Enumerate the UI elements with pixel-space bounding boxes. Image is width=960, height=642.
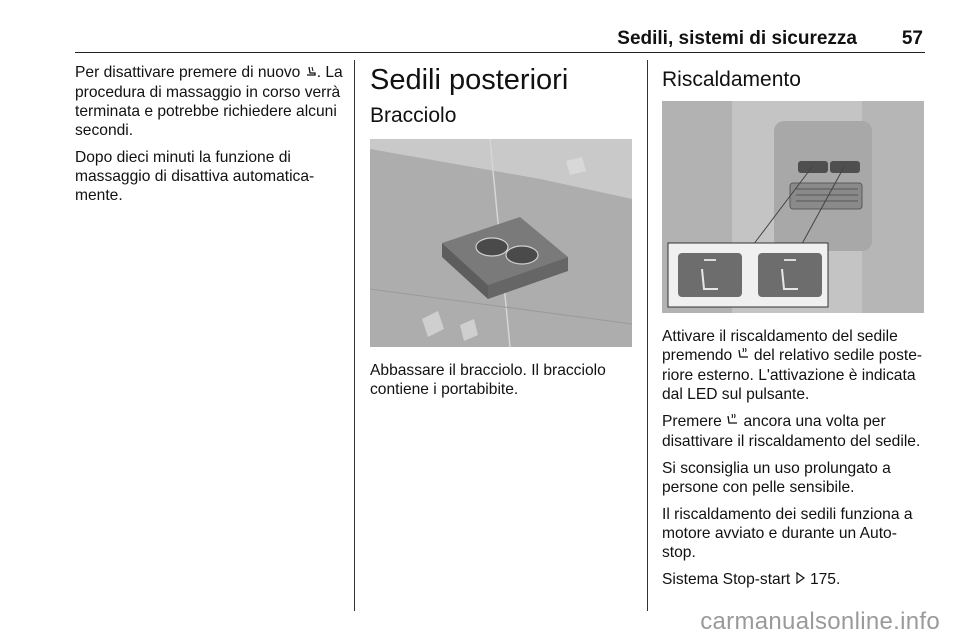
column-3 bbox=[662, 63, 926, 598]
engine-running-paragraph: Il riscaldamento dei sedili funziona a motore avviato e durante un Auto-stop. bbox=[662, 506, 913, 561]
column-divider-2 bbox=[647, 60, 648, 611]
page-header bbox=[75, 28, 925, 53]
seat-heating-icon bbox=[737, 347, 750, 366]
stop-start-reference: Sistema Stop-start 175. bbox=[662, 571, 841, 588]
armrest-heading: Bracciolo bbox=[370, 104, 457, 127]
heating-on-paragraph: Attivare il riscaldamento del sedile premendo del relativo sedile poste‐riore esterno. L'attivazione è indicata dal LED sul pulsante. bbox=[662, 328, 923, 403]
heating-heading: Riscaldamento bbox=[662, 68, 801, 91]
armrest-caption: Abbassare il bracciolo. Il bracciolo contiene i portabibite. bbox=[370, 362, 606, 398]
watermark: carmanualsonline.info bbox=[700, 608, 940, 635]
column-1 bbox=[75, 63, 347, 213]
rear-seats-heading: Sedili posteriori bbox=[370, 64, 569, 96]
armrest-illustration bbox=[370, 139, 632, 347]
massage-off-paragraph: Per disattivare premere di nuovo . La procedura di massaggio in corso verrà terminata e potrebbe richiedere alcuni secondi. bbox=[75, 64, 343, 139]
heating-off-paragraph: Premere ancora una volta per disattivare il riscaldamento del sedile. bbox=[662, 413, 921, 450]
auto-off-paragraph: Dopo dieci minuti la funzione di massaggio di disattiva automatica‐mente. bbox=[75, 149, 315, 204]
column-2 bbox=[370, 63, 632, 407]
seat-massage-icon bbox=[305, 64, 317, 83]
seat-heating-icon bbox=[726, 413, 739, 432]
seat-heating-illustration bbox=[662, 101, 924, 313]
column-divider-1 bbox=[354, 60, 355, 611]
page-number: 57 bbox=[901, 28, 923, 49]
sensitive-skin-paragraph: Si sconsiglia un uso prolungato a persone con pelle sensibile. bbox=[662, 460, 891, 496]
section-title: Sedili, sistemi di sicurezza bbox=[617, 28, 857, 49]
arrow-reference-icon bbox=[795, 571, 806, 590]
